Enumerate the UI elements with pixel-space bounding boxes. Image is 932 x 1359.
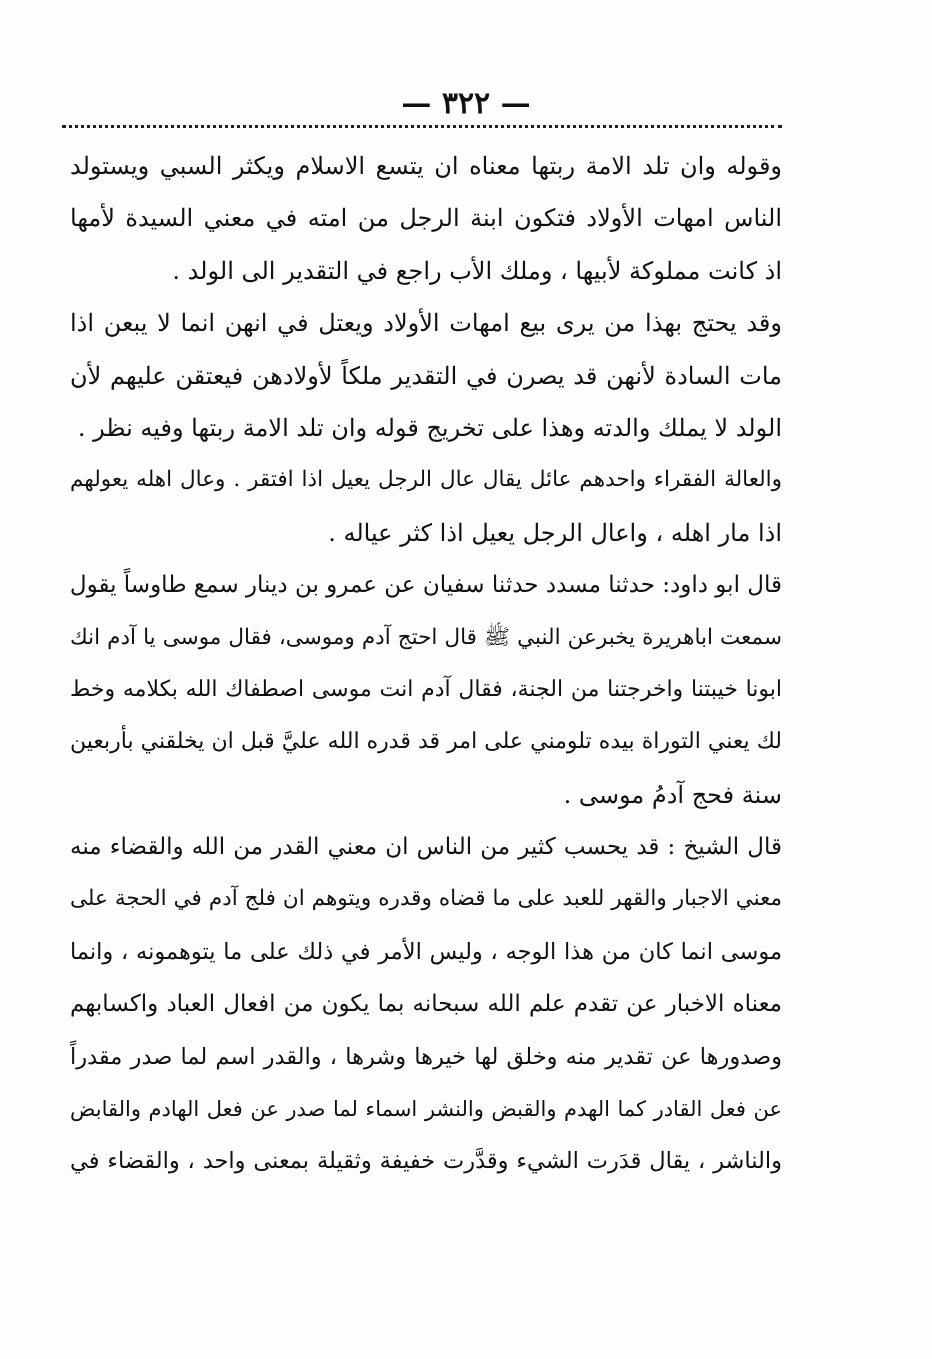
text-line: والناشر ، يقال قدَرت الشيء وقدَّرت خفيفة وثقيلة بمعنى واحد ، والقضاء في bbox=[70, 1148, 782, 1175]
body-text bbox=[70, 140, 782, 1188]
page-number: — ٣٢٢ — bbox=[401, 86, 531, 121]
text-line: اذا مار اهله ، واعال الرجل يعيل اذا كثر عياله . bbox=[328, 518, 782, 547]
text-line: قال الشيخ : قد يحسب كثير من الناس ان معني القدر من الله والقضاء منه bbox=[70, 834, 782, 861]
text-line: سنة فحج آدمُ موسى . bbox=[563, 780, 782, 809]
text-line: وقد يحتج بهذا من يرى بيع امهات الأولاد ويعتل في انهن انما لا يبعن اذا bbox=[70, 309, 782, 338]
text-line: والعالة الفقراء واحدهم عائل يقال عال الرجل يعيل اذا افتقر . وعال اهله يعولهم bbox=[70, 467, 782, 493]
text-line: وقوله وان تلد الامة ربتها معناه ان يتسع الاسلام ويكثر السبي ويستولد bbox=[70, 152, 782, 180]
text-line: لك يعني التوراة بيده تلومني على امر قد قدره الله عليَّ قبل ان يخلقني بأربعين bbox=[70, 729, 782, 755]
header-rule bbox=[62, 125, 782, 128]
text-line: موسى انما كان من هذا الوجه ، وليس الأمر في ذلك على ما يتوهمونه ، وانما bbox=[70, 938, 782, 965]
text-line: اذ كانت مملوكة لأبيها ، وملك الأب راجع في التقدير الى الولد . bbox=[172, 256, 782, 285]
text-line: وصدورها عن تقدير منه وخلق لها خيرها وشرها ، والقدر اسم لما صدر مقدراً bbox=[70, 1043, 782, 1070]
text-line: سمعت اباهريرة يخبرعن النبي ﷺ قال احتج آدم وموسى، فقال موسى يا آدم انك bbox=[70, 624, 782, 650]
text-line: معناه الاخبار عن تقدم علم الله سبحانه بما يكون من افعال العباد واكسابهم bbox=[70, 991, 782, 1018]
text-line: الولد لا يملك والدته وهذا على تخريج قوله وان تلد الامة ربتها وفيه نظر . bbox=[77, 413, 782, 442]
text-line: ابونا خيبتنا واخرجتنا من الجنة، فقال آدم انت موسى اصطفاك الله بكلامه وخط bbox=[70, 676, 782, 702]
text-line: قال ابو داود: حدثنا مسدد حدثنا سفيان عن عمرو بن دينار سمع طاوساً يقول bbox=[70, 572, 782, 599]
text-line: مات السادة لأنهن قد يصرن في التقدير ملكاً لأولادهن فيعتقن عليهم لأن bbox=[70, 361, 782, 390]
text-line: معني الاجبار والقهر للعبد على ما قضاه وقدره ويتوهم ان فلج آدم في الحجة على bbox=[70, 886, 782, 912]
text-line: الناس امهات الأولاد فتكون ابنة الرجل من امته في معني السيدة لأمها bbox=[70, 204, 782, 233]
text-line: عن فعل القادر كما الهدم والقبض والنشر اسماء لما صدر عن فعل الهادم والقابض bbox=[70, 1097, 782, 1122]
